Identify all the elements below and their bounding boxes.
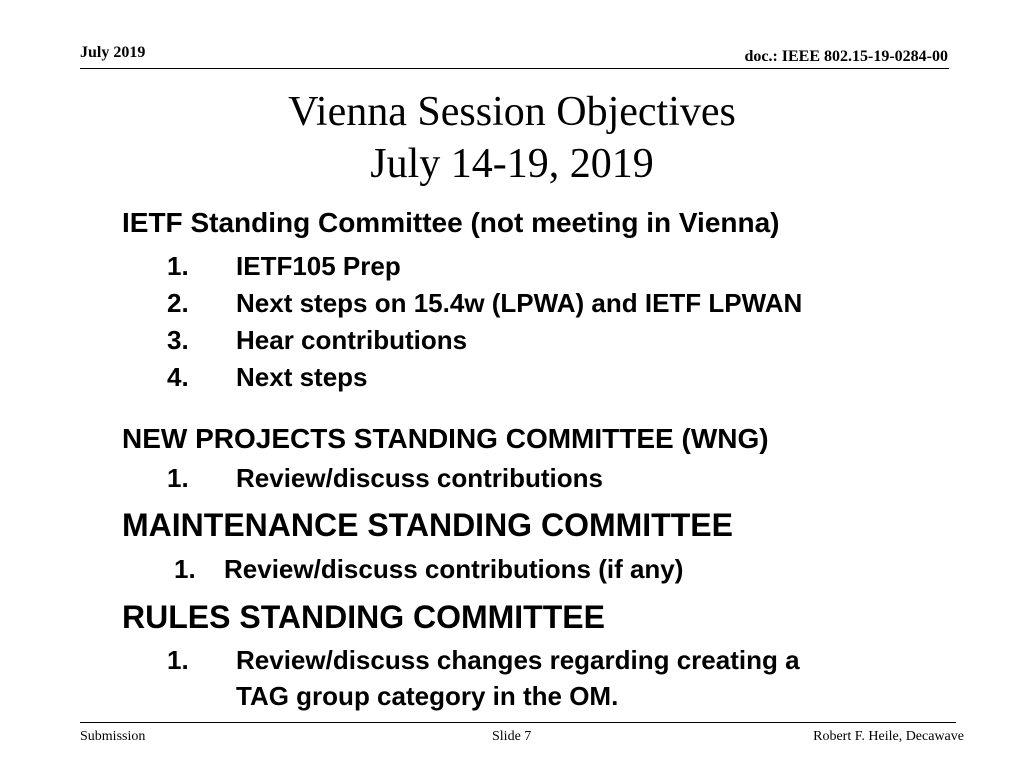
list-item-number: 1. <box>167 463 189 493</box>
list-item-number: 4. <box>167 362 189 392</box>
footer-slide-number: Slide 7 <box>492 729 532 744</box>
header-date: July 2019 <box>80 44 146 61</box>
section-heading-rules: RULES STANDING COMMITTEE <box>122 599 605 635</box>
header-doc-id: doc.: IEEE 802.15-19-0284-00 <box>744 48 948 65</box>
section-heading-ietf: IETF Standing Committee (not meeting in Vienna) <box>122 207 780 238</box>
footer-author: Robert F. Heile, Decawave <box>813 729 964 744</box>
list-item-number: 1. <box>174 554 196 584</box>
list-item-text-continued: TAG group category in the OM. <box>236 681 619 711</box>
list-item-text: Next steps on 15.4w (LPWA) and IETF LPWAN <box>236 288 803 318</box>
list-item-text: Review/discuss contributions <box>236 463 603 493</box>
title-line-2: July 14-19, 2019 <box>370 141 654 187</box>
list-item-number: 2. <box>167 288 189 318</box>
section-heading-new-projects: NEW PROJECTS STANDING COMMITTEE (WNG) <box>122 423 769 454</box>
list-item-number: 1. <box>167 645 189 675</box>
list-item-text: Hear contributions <box>236 325 468 355</box>
section-heading-maintenance: MAINTENANCE STANDING COMMITTEE <box>122 507 733 543</box>
list-item-text: Next steps <box>236 362 368 392</box>
list-item-text: Review/discuss changes regarding creating a <box>236 645 800 675</box>
footer-divider <box>80 722 956 723</box>
list-item-number: 3. <box>167 325 189 355</box>
list-item-number: 1. <box>167 251 189 281</box>
list-item-text: Review/discuss contributions (if any) <box>224 554 684 584</box>
footer-submission: Submission <box>80 729 146 744</box>
title-line-1: Vienna Session Objectives <box>288 89 736 135</box>
list-item-text: IETF105 Prep <box>236 251 401 281</box>
